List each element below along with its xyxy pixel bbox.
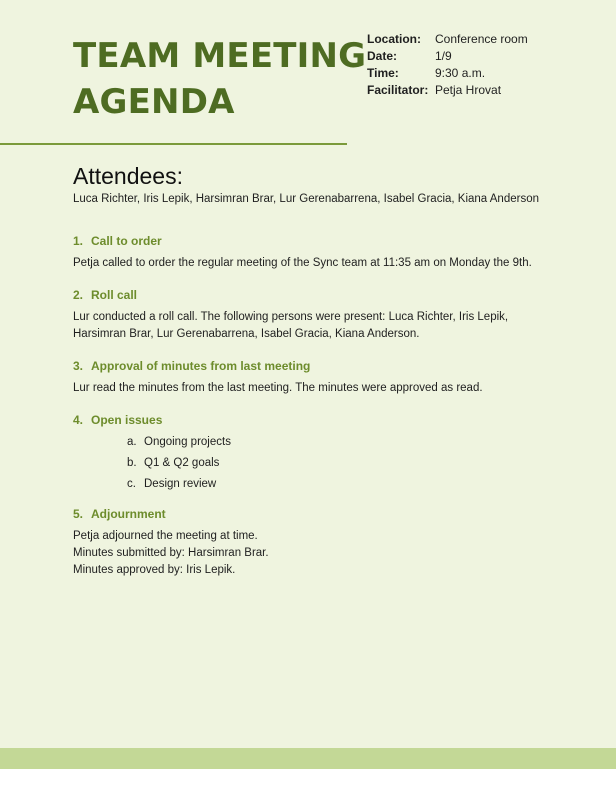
item-letter: a.: [127, 436, 137, 448]
list-item: [73, 453, 543, 474]
section-heading: [73, 287, 543, 304]
section-number: 5.: [73, 507, 84, 521]
facilitator-row: [367, 82, 528, 99]
agenda-content: [73, 162, 543, 579]
section-roll-call: [73, 287, 543, 343]
time-label: Time:: [367, 66, 399, 80]
adjournment-line: Minutes approved by: Iris Lepik.: [73, 564, 236, 576]
date-row: [367, 48, 528, 65]
section-title: Open issues: [91, 413, 163, 427]
location-value: Conference room: [435, 32, 528, 46]
section-number: 1.: [73, 234, 84, 248]
item-text: Q1 & Q2 goals: [144, 457, 220, 469]
open-issues-list: [73, 432, 543, 495]
footer-band: [0, 748, 616, 769]
section-call-to-order: [73, 233, 543, 272]
facilitator-value: Petja Hrovat: [435, 83, 502, 97]
section-heading: [73, 358, 543, 375]
section-number: 2.: [73, 288, 84, 302]
adjournment-line: Minutes submitted by: Harsimran Brar.: [73, 547, 269, 559]
adjournment-text: [73, 528, 543, 579]
section-text: Petja called to order the regular meeting of the Sync team at 11:35 am on Monday the 9th.: [73, 257, 532, 269]
item-letter: b.: [127, 457, 137, 469]
page-title: [73, 33, 366, 125]
title-line-1: TEAM MEETING: [73, 36, 367, 76]
time-value: 9:30 a.m.: [435, 66, 486, 80]
section-text: Lur read the minutes from the last meeting. The minutes were approved as read.: [73, 382, 483, 394]
section-approval-of-minutes: [73, 358, 543, 397]
page-bottom-margin: [0, 769, 616, 800]
attendees-heading: Attendees:: [73, 163, 183, 189]
list-item: [73, 474, 543, 495]
section-number: 3.: [73, 359, 84, 373]
section-number: 4.: [73, 413, 84, 427]
date-label: Date:: [367, 49, 398, 63]
attendees-list: Luca Richter, Iris Lepik, Harsimran Brar, Lur Gerenabarrena, Isabel Gracia, Kiana Anderson: [73, 193, 539, 205]
item-text: Design review: [144, 478, 217, 490]
section-title: Call to order: [91, 234, 162, 248]
section-heading: [73, 233, 543, 250]
section-open-issues: [73, 412, 543, 495]
item-text: Ongoing projects: [144, 436, 231, 448]
location-label: Location:: [367, 32, 421, 46]
facilitator-label: Facilitator:: [367, 83, 429, 97]
section-title: Adjournment: [91, 507, 166, 521]
meeting-info: [367, 31, 528, 99]
section-text: Lur conducted a roll call. The following persons were present: Luca Richter, Iris Lepik, Harsimran Brar, Lur Gerenabarrena, Isabel Gracia, Kiana Anderson.: [73, 311, 509, 340]
section-heading: [73, 506, 543, 523]
title-line-2: AGENDA: [73, 82, 235, 122]
location-row: [367, 31, 528, 48]
list-item: [73, 432, 543, 453]
date-value: 1/9: [435, 49, 452, 63]
adjournment-line: Petja adjourned the meeting at time.: [73, 530, 258, 542]
section-adjournment: [73, 506, 543, 579]
header-divider: [0, 143, 347, 145]
section-title: Approval of minutes from last meeting: [91, 359, 311, 373]
time-row: [367, 65, 528, 82]
section-title: Roll call: [91, 288, 138, 302]
item-letter: c.: [127, 478, 136, 490]
section-heading: [73, 412, 543, 429]
